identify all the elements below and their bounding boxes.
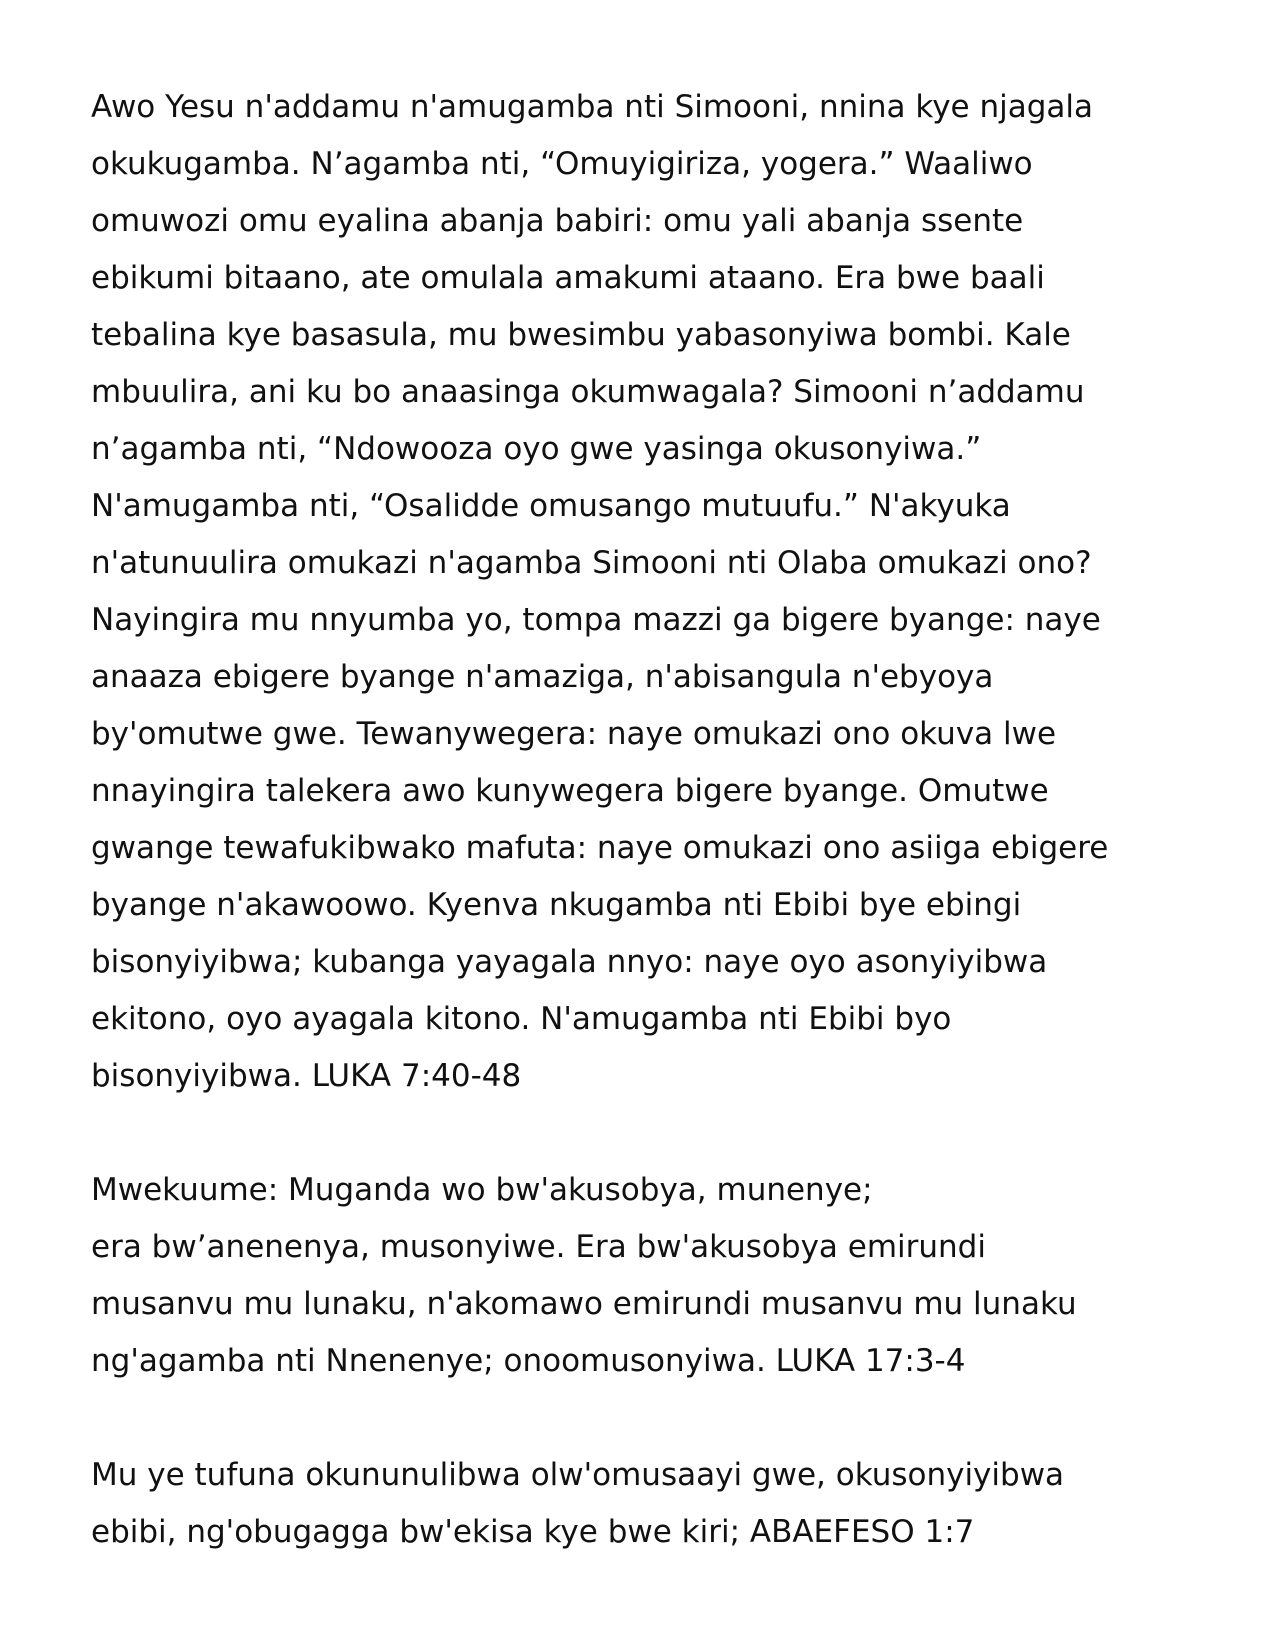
text-line: era bw’anenenya, musonyiwe. Era bw'akusobya emirundi [91,1229,986,1265]
text-line: gwange tewafukibwako mafuta: naye omukazi ono asiiga ebigere [91,830,1109,866]
text-line: okukugamba. N’agamba nti, “Omuyigiriza, yogera.” Waaliwo [91,146,1033,182]
text-line: bisonyiyibwa; kubanga yayagala nnyo: naye oyo asonyiyibwa [91,944,1048,980]
text-line: nnayingira talekera awo kunywegera bigere byange. Omutwe [91,773,1049,809]
text-line: ebikumi bitaano, ate omulala amakumi ataano. Era bwe baali [91,260,1045,296]
document-page [91,79,1201,1618]
text-line: bisonyiyibwa. LUKA 7:40-48 [91,1058,522,1094]
text-line: ekitono, oyo ayagala kitono. N'amugamba nti Ebibi byo [91,1001,952,1037]
text-line: Mu ye tufuna okununulibwa olw'omusaayi gwe, okusonyiyibwa [91,1457,1065,1493]
text-line: byange n'akawoowo. Kyenva nkugamba nti Ebibi bye ebingi [91,887,1022,923]
paragraph-luka-7 [91,79,1201,1105]
text-line: ebibi, ng'obugagga bw'ekisa kye bwe kiri; ABAEFESO 1:7 [91,1514,975,1550]
text-line: musanvu mu lunaku, n'akomawo emirundi musanvu mu lunaku [91,1286,1077,1322]
text-line: anaaza ebigere byange n'amaziga, n'abisangula n'ebyoya [91,659,994,695]
text-line: Awo Yesu n'addamu n'amugamba nti Simooni, nnina kye njagala [91,89,1094,125]
text-line: tebalina kye basasula, mu bwesimbu yabasonyiwa bombi. Kale [91,317,1071,353]
text-line: Nayingira mu nnyumba yo, tompa mazzi ga bigere byange: naye [91,602,1101,638]
paragraph-luka-17 [91,1162,1201,1390]
text-line: ng'agamba nti Nnenenye; onoomusonyiwa. LUKA 17:3-4 [91,1343,966,1379]
text-line: mbuulira, ani ku bo anaasinga okumwagala? Simooni n’addamu [91,374,1085,410]
text-line: omuwozi omu eyalina abanja babiri: omu yali abanja ssente [91,203,1024,239]
paragraph-abaefeso-1 [91,1447,1201,1561]
text-line: N'amugamba nti, “Osalidde omusango mutuufu.” N'akyuka [91,488,1011,524]
text-line: n'atunuulira omukazi n'agamba Simooni nti Olaba omukazi ono? [91,545,1092,581]
text-line: n’agamba nti, “Ndowooza oyo gwe yasinga okusonyiwa.” [91,431,982,467]
text-line: Mwekuume: Muganda wo bw'akusobya, munenye; [91,1172,873,1208]
text-line: by'omutwe gwe. Tewanywegera: naye omukazi ono okuva lwe [91,716,1057,752]
